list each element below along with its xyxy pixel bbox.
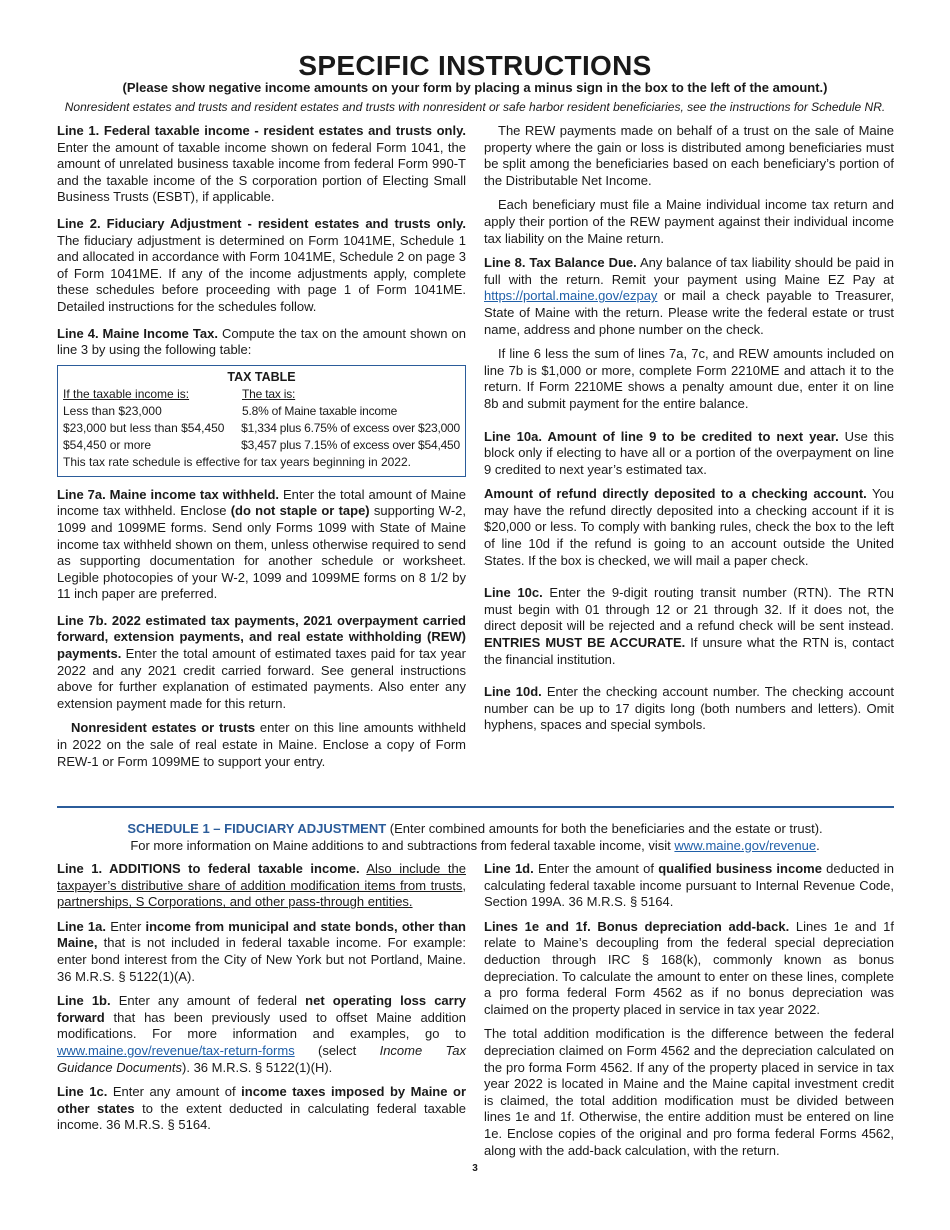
right-column-bottom [484,861,894,1169]
schedule1-header [0,820,950,854]
tax-table-income-header: If the taxable income is: [63,386,190,401]
line1c-bold: income taxes imposed by Maine or other states [57,1084,466,1116]
line1a-paragraph [57,919,466,985]
tax-table-title: TAX TABLE [227,369,296,384]
line8-paragraph [484,255,894,338]
tax-table-income-cell: Less than $23,000 [63,403,162,418]
schedule1-title: SCHEDULE 1 – FIDUCIARY ADJUSTMENT [127,821,387,836]
line2-paragraph [57,216,466,316]
line10a-heading: Line 10a. Amount of line 9 to be credited to next year. [484,428,839,444]
line10c-paragraph [484,585,894,668]
line1d-paragraph [484,861,894,911]
line10c-bold: ENTRIES MUST BE ACCURATE. [484,635,686,651]
line1a-text-cont: that is not included in federal taxable income. For example: enter bond interest from the City of New York but not Portland, Maine. 36 M.R.S. § 5122(1)(A). [57,935,466,984]
nonresident-paragraph [57,720,466,770]
nonresident-note: Nonresident estates and trusts and resident estates and trusts with nonresident or safe harbor resident beneficiaries, see the instructions for Schedule NR. [64,100,886,114]
page-subtitle: (Please show negative income amounts on your form by placing a minus sign in the box to the left of the amount.) [122,80,828,95]
line4-heading: Line 4. Maine Income Tax. [57,325,218,341]
line4-text: Compute the tax on the amount shown on line 3 by using the following table: [57,325,466,358]
form2210-paragraph: If line 6 less the sum of lines 7a, 7c, and REW amounts included on line 7b is $1,000 or more, complete Form 2210ME and attach it to the return. If Form 2210ME shows a penalty amount due, enter it on line 8b and submit payment for the entire balance. [484,346,894,411]
section-divider [57,806,894,808]
line1c-text: Enter any amount of [107,1084,242,1100]
sch-line1-heading: Line 1. ADDITIONS to federal taxable income. [57,861,360,876]
line1b-text-select: (select [294,1042,380,1058]
line10a-paragraph [484,429,894,479]
tax-table-row [63,437,460,454]
sch-line1-underlined: Also include the taxpayer’s distributive share of addition modification items from trusts, partnerships, S Corporations, and other pass-through entities. [57,861,466,910]
schedule1-title-note: (Enter combined amounts for both the beneficiaries and the estate or trust). [386,821,823,836]
line1b-heading: Line 1b. [57,993,111,1009]
line8-text-cont: or mail a check payable to Treasurer, State of Maine with the return. Please write the federal estate or trust name, address and phone number on the check. [484,288,894,337]
schedule1-info-text: For more information on Maine additions to and subtractions from federal taxable income, visit [130,838,675,853]
page-title: SPECIFIC INSTRUCTIONS [298,50,652,81]
nonresident-text: enter on this line amounts withheld in 2022 on the sale of real estate in Maine. Enclose a copy of Form REW-1 or Form 1099ME to support your entry. [57,720,466,769]
line10d-heading: Line 10d. [484,684,542,700]
schedule1-title-line [0,820,950,837]
line1b-text-cont: that has been previously used to offset Maine addition modifications. For more information and examples, go to [57,1009,466,1042]
schedule1-info-end: . [816,838,820,853]
line1c-paragraph [57,1084,466,1134]
line7a-heading: Line 7a. Maine income tax withheld. [57,486,279,502]
line1c-heading: Line 1c. [57,1084,108,1100]
line10c-text: Enter the 9-digit routing transit number (RTN). The RTN must begin with 01 through 12 or 21 through 32. If it does not, the direct deposit will be rejected and a refund check will be sent instead. [484,585,895,634]
line1-text: Enter the amount of taxable income shown on federal Form 1041, the amount of unrelated business taxable income from federal Form 990-T and the taxable income of the S corporation portion of Electing Small Business Trusts (ESBT), if applicable. [57,139,466,205]
line1d-bold: qualified business income [658,861,822,876]
line7a-text: Enter the total amount of Maine income tax withheld. Enclose [57,486,466,519]
right-column-top [484,123,894,744]
revenue-link[interactable]: www.maine.gov/revenue [674,838,817,853]
line7a-bold: (do not staple or tape) [230,503,370,519]
beneficiary-paragraph: Each beneficiary must file a Maine individual income tax return and apply their portion of the REW payment against their individual income tax liability on the Maine return. [484,197,894,246]
line7b-text: Enter the total amount of estimated taxes paid for tax year 2022 and any 2021 credit carried forward. See general instructions above for further explanation of estimated payments. Also enter any extension payment made for this return. [57,646,466,711]
tax-table-footnote: This tax rate schedule is effective for tax years beginning in 2022. [63,454,411,469]
line7b-heading: Line 7b. 2022 estimated tax payments, 2021 overpayment carried forward, extension payments, and real estate withholding (REW) payments. [57,612,466,662]
line1a-text: Enter [106,918,146,934]
line1b-text-end: ). 36 M.R.S. § 5122(1)(H). [182,1059,333,1075]
nonresident-heading: Nonresident estates or trusts [71,720,256,736]
line2-text: The fiduciary adjustment is determined on Form 1041ME, Schedule 1 and allocated in accordance with Form 1041ME, Schedule 2 on page 3 of Form 1041ME. If any of the income adjustments apply, complete these schedules before proceeding with page 1 of Form 1041ME. Detailed instructions for the schedules follow. [57,232,466,314]
tax-table-tax-cell: $3,457 plus 7.15% of excess over $54,450 [241,437,460,452]
line1d-text: Enter the amount of [533,861,659,876]
line1c-text-cont: to the extent deducted in calculating federal taxable income. 36 M.R.S. § 5164. [57,1100,466,1133]
line1-paragraph [57,123,466,206]
tax-table-income-cell: $54,450 or more [63,437,152,452]
line7a-paragraph [57,487,466,603]
line1d-text-cont: deducted in calculating federal taxable income pursuant to Internal Revenue Code, Section 199A. 36 M.R.S. § 5164. [484,861,895,910]
tax-table-row [63,403,460,420]
page-number: 3 [472,1163,478,1174]
line1a-heading: Line 1a. [57,918,106,934]
line1-heading: Line 1. Federal taxable income - resident estates and trusts only. [57,123,466,138]
line2-heading: Line 2. Fiduciary Adjustment - resident estates and trusts only. [57,215,466,231]
line1d-heading: Line 1d. [484,861,534,876]
line10d-paragraph [484,684,894,734]
tax-table-income-cell: $23,000 but less than $54,450 [63,420,225,435]
schedule1-info-line [0,837,950,854]
tax-table-tax-cell: $1,334 plus 6.75% of excess over $23,000 [241,420,460,435]
line10c-heading: Line 10c. [484,585,543,601]
tax-return-forms-link[interactable]: www.maine.gov/revenue/tax-return-forms [57,1042,295,1058]
line8-heading: Line 8. Tax Balance Due. [484,255,637,271]
line1b-text: Enter any amount of federal [110,993,306,1009]
line7a-text-cont: supporting W-2, 1099 and 1099ME forms. Send only Forms 1099 with State of Maine income tax withheld shown on them, unless otherwise required to send as supporting documentation for another schedule or worksheet. Legible photocopies of your W-2, 1099 and 1099ME forms on 8 1/2 by 11 inch paper are preferred. [57,503,466,602]
line8-text: Any balance of tax liability should be paid in full with the return. Remit your payment using Maine EZ Pay at [484,255,894,287]
line1b-italic: Income Tax Guidance Documents [57,1042,466,1075]
line10c-text-cont: If unsure what the RTN is, contact the financial institution. [484,635,894,667]
left-column-bottom [57,861,466,1142]
ezpay-link[interactable]: https://portal.maine.gov/ezpay [484,288,658,304]
total-addition-paragraph: The total addition modification is the difference between the federal depreciation claimed on Form 4562 and the depreciation calculated on the pro forma Form 4562. If any of the property placed in service in tax year 2022 is located in Maine and the Maine capital investment credit is claimed, the total addition modification must be divided between lines 1e and 1f. Otherwise, the entire addition must be entered on line 1e. Enclose copies of the original and pro forma federal Forms 4562, along with the add-back calculation, with the return. [484,1026,894,1158]
sch-line1-paragraph [57,861,466,911]
refund-deposit-text: You may have the refund directly deposited into a checking account if it is $20,000 or less. To comply with banking rules, check the box to the left of line 10d if the refund is going to an account outside the United States. If the box is checked, we will mail a paper check. [484,486,894,568]
line4-paragraph [57,326,466,359]
line1b-paragraph [57,993,466,1076]
line10a-text: Use this block only if electing to have all or a portion of the overpayment on line 9 credited to next year’s estimated tax. [484,428,894,477]
tax-table-tax-cell: 5.8% of Maine taxable income [242,403,398,418]
line1e-heading: Lines 1e and 1f. Bonus depreciation add-back. [484,918,790,934]
line7b-paragraph [57,613,466,713]
line1a-bold: income from municipal and state bonds, other than Maine, [57,918,466,951]
line1e-text: Lines 1e and 1f relate to Maine’s decoupling from the federal special depreciation deduction through IRC § 168(k), commonly known as bonus depreciation. To calculate the amount to enter on these lines, complete a pro forma federal Form 4562 as if no bonus depreciation was claimed on the property placed in service in tax year 2022. [484,918,894,1017]
line1b-bold: net operating loss carry forward [57,993,467,1025]
left-column-top [57,123,466,780]
tax-table-tax-header: The tax is: [242,386,296,401]
line10d-text: Enter the checking account number. The checking account number can be up to 17 digits long (both numbers and letters). Omit hyphens, spaces and special symbols. [484,684,894,733]
line1e-paragraph [484,919,894,1019]
tax-table [57,365,466,477]
tax-table-header-row [63,386,460,403]
refund-deposit-paragraph [484,486,894,569]
refund-deposit-heading: Amount of refund directly deposited to a checking account. [484,486,867,502]
tax-table-row [63,420,460,437]
rew-paragraph: The REW payments made on behalf of a trust on the sale of Maine property where the gain or loss is distributed among beneficiaries must be split among the beneficiaries based on each beneficiary’s portion of the Distributable Net Income. [484,123,894,188]
